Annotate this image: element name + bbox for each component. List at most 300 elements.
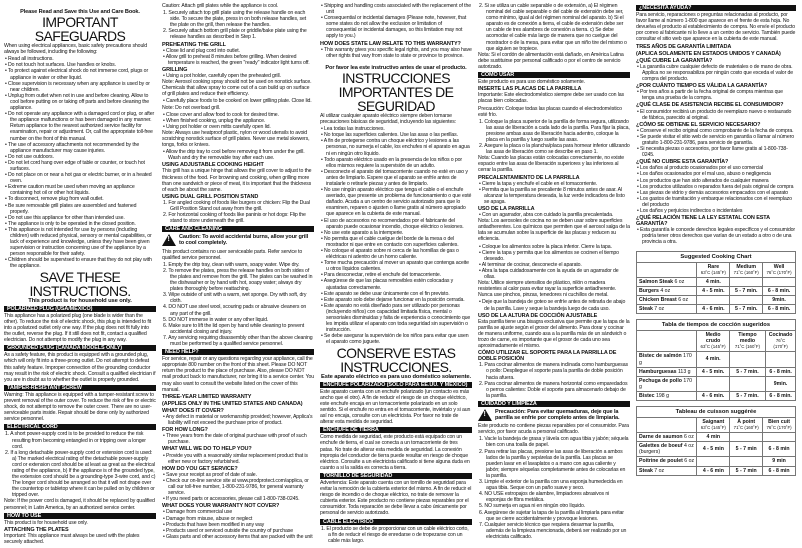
- paragraph: Nota: Cuando las placas están colocadas correctamente, no existe espacio entre las asas de liberación superiores y las inferiores al cerrar la parrilla.: [478, 155, 625, 174]
- food-name: Galettes de boeuf: [639, 443, 683, 450]
- food-cell: [637, 367, 697, 376]
- food-name: Hamburguesas: [639, 368, 677, 375]
- bullet-item: • Any defect in material or workmanship provided; however, Applica's liability will not exceed the purchase price of product.: [162, 414, 314, 426]
- paragraph: Para servicio, reparaciones o preguntas relacionadas al producto, por favor llame al número 1-800 que aparece en el frente de esta hoja. No devuelva el producto al establecimiento de compra. No envíe el producto por correo al fabricante ni lo lleve a un centro de servicio. También puede consultar el sitio web que aparece en la cubierta de este manual.: [636, 12, 796, 43]
- subheading: WHAT DOES IT COVER?: [162, 407, 224, 414]
- bullet-item: • Se debe asegurar la supervisión de los niños para evitar que usen el aparato como juguete.: [320, 333, 472, 345]
- cook-time: [729, 352, 765, 367]
- cook-time: 5 - 7 min.: [730, 286, 763, 295]
- table-row: [637, 295, 796, 304]
- cook-time: 4 - 5 min: [697, 442, 730, 457]
- section-title: CONSERVE ESTAS INSTRUCCIONES.: [336, 344, 456, 375]
- doneness-name: Bien cuit: [768, 418, 791, 425]
- subheading: ¿POR CUÁNTO TIEMPO ES VÁLIDA LA GARANTÍA?: [636, 83, 768, 90]
- food-quantity: 113 g: [677, 368, 691, 375]
- bullet-item: • When finished cooking, unplug the appliance.: [162, 118, 314, 124]
- section-banner: POLARIZED PLUG (USA/MEXICO): [4, 306, 156, 312]
- table-title: Suggested Cooking Chart: [637, 251, 796, 262]
- caution-text: Precaución: Para evitar quemaduras, deje que la parrilla se enfríe por completo antes de limpiarla.: [495, 409, 620, 422]
- cooking-chart-table: [636, 319, 796, 401]
- table-row: [637, 391, 796, 400]
- bullet-item: • Los daños al producto ocasionados por el uso comercial: [636, 165, 796, 171]
- food-quantity: 198 g: [656, 392, 670, 399]
- doneness-name: Rare: [707, 263, 720, 270]
- cook-time: [697, 376, 729, 391]
- food-name: Pechuga de pollo: [639, 377, 682, 384]
- cook-time: 5 - 7 min.: [729, 391, 765, 400]
- paragraph: Important: This appliance must always be used with the plates securely attached.: [4, 532, 140, 546]
- subheading: WHAT WILL WE DO TO HELP YOU?: [162, 446, 252, 453]
- table-row: [637, 286, 796, 295]
- paragraph: Advertencia: Este aparato cuenta con un tornillo de seguridad para evitar la remoción de la cubierta exterior del mismo. A fin de reducir el riesgo de incendio o de choque eléctrico, no trate de remover la cubierta exterior. Este producto no contiene piezas reparables por el consumidor. Toda reparación se debe llevar a cabo únicamente por personal de servicio autorizado.: [320, 480, 472, 517]
- cook-time: 6 - 8 min.: [763, 286, 796, 295]
- subheading: ¿QUÉ RELACIÓN TIENE LA LEY ESTATAL CON ESTA GARANTÍA?: [636, 215, 770, 228]
- paragraph: This product contains no user serviceable parts. Refer service to qualified service personnel.: [162, 248, 303, 261]
- table-row: [637, 466, 796, 475]
- bullet-item: • No use este aparato a la intemperie.: [320, 230, 472, 236]
- bullet-item: • Close supervision is necessary when any appliance is used by or near children.: [4, 81, 156, 93]
- food-quantity: 170 g: [639, 353, 692, 366]
- warning-triangle-icon: [478, 409, 492, 421]
- bullet-item: • Los productos que han sido alterados de cualquier manera: [636, 178, 796, 184]
- bullet-item: • Coloque los alimentos sobre la placa inferior. Cierre la tapa.: [478, 244, 630, 250]
- table-row: [637, 367, 796, 376]
- food-cell: [637, 457, 697, 466]
- numbered-item: 1. For angled cooking of foods like burgers or chicken: Flip the Dual Grill Position Stand out away from the grill.: [163, 199, 310, 212]
- bullet-item: • Se puede visitar el sitio web de servicio en garantía o llamar al número gratuito 1-800-231-9786, para servicio de garantía.: [636, 134, 796, 146]
- bullet-item: • This warranty gives you specific legal rights, and you may also have other rights that vary from state to state or province to province.: [320, 47, 472, 59]
- cooking-chart-table: [636, 406, 796, 476]
- bullet-item: • Esta garantía le concede derechos legales específicos y el consumidor podría tener otros derechos que varían de un estado a otro o de una provincia a otra.: [636, 227, 796, 245]
- section-banner: HOW TO USE: [4, 513, 156, 519]
- numbered-item: 2. For horizontal cooking of foods like paninis or hot dogs: Flip the stand to store underneath the grill.: [163, 212, 306, 225]
- bullet-item: • No toque las superficies calientes. Use las asas o las perillas.: [320, 132, 472, 138]
- food-name: Steak: [639, 467, 653, 474]
- caution-notice: [478, 409, 630, 421]
- bullet-item: • Las piezas de vidrio y demás accesorios empacados con el aparato: [636, 190, 796, 196]
- cook-time: 4 - 6 min.: [697, 305, 730, 314]
- header-blank: [637, 331, 697, 352]
- bullet-item: • Do not operate any appliance with a damaged cord or plug, or after the appliance malfunctions or has been damaged in any manner. Return appliance to the nearest authorized service facility for examination, repair or adjustment. Or, call the appropriate toll-free number on the front of this manual.: [4, 111, 156, 141]
- paragraph: For service, repair or any questions regarding your appliance, call the appropriate 800 number on the front of this sheet. Please DO NOT return the product to the place of purchase. Also, please DO NOT mail product back to manufacturer, nor bring it to a service center. You may also want to consult the website listed on the cover of this manual.: [162, 356, 314, 393]
- doneness-name: Medium: [736, 263, 756, 270]
- cook-time: 4 - 6 min: [697, 466, 730, 475]
- cook-time: 5 - 7 min.: [730, 305, 763, 314]
- doneness-temp: 63˚C (145˚F): [700, 269, 726, 275]
- numbered-item: 1. Para cocinar alimentos de manera inclinada como hamburguesas o pollo: Despliegue el soporte para la parrilla de doble posición hacia afuera.: [479, 362, 629, 381]
- bullet-item: • Carefully place foods to be cooked on lower grilling plate. Close lid.: [162, 98, 314, 104]
- table-row: [637, 433, 796, 442]
- bullet-item: • The appliance is only to be operated in the closed position.: [4, 221, 156, 227]
- cook-time: [763, 277, 796, 286]
- food-name: Salmon Steak: [639, 278, 674, 285]
- numbered-item: 2. Para retirar las placas, presione las asas de liberación a ambos lados de la parrilla y sepárelas de la parrilla. Las placas se pueden lavar en el lavaplatos o a mano con agua caliente y jabón; siempre séquelas completamente antes de colocarlas en la parrilla.: [479, 448, 626, 479]
- food-cell: [637, 277, 697, 286]
- bullet-item: • A fin de protegerse contra un choque eléctrico y lesiones a las personas, no sumerja el cable, los enchufes ni el aparato en agua ni en ningún otro líquido.: [320, 138, 472, 156]
- caution-text: Caution: To avoid accidental burns, allow your grill to cool completely.: [179, 234, 309, 247]
- bullet-item: • Los daños y perjuicios indirectos o incidentales: [636, 208, 796, 214]
- cook-time: 5 - 7 min: [730, 442, 763, 457]
- bullet-item: • Children should be supervised to ensure that they do not play with the appliance.: [4, 257, 156, 269]
- cook-time: 9 min: [763, 457, 796, 466]
- cook-time: 6 - 8 min.: [766, 367, 796, 376]
- doneness-name: Tiempo medio: [738, 332, 757, 345]
- doneness-temp: 71˚C (160˚F): [733, 425, 759, 431]
- doneness-header: [697, 331, 729, 352]
- food-cell: [637, 433, 697, 442]
- bullet-item: • Unplug from outlet when not in use and before cleaning. Allow to cool before putting on or taking off parts and before cleaning the appliance.: [4, 93, 156, 111]
- bullet-item: • This appliance is not intended for use by persons (including children) with reduced physical, sensory or mental capabilities, or lack of experience and knowledge, unless they have been given supervision or instruction concerning use of the appliance by a person responsible for their safety.: [4, 227, 156, 257]
- bullet-item: • Si necesita piezas o accesorios, por favor llame gratis al 1-800-738-0245.: [636, 146, 796, 158]
- bullet-item: • Los daños ocasionados por el mal uso, abuso o negligencia: [636, 171, 796, 177]
- doneness-header: [730, 417, 763, 432]
- bullet-item: • Save your receipt as proof of date of sale.: [162, 472, 314, 478]
- bullet-item: • Do not touch hot surfaces. Use handles or knobs.: [4, 62, 156, 68]
- bullet-item: • Do not use this appliance for other than intended use.: [4, 215, 156, 221]
- table-row: [637, 376, 796, 391]
- cook-time: 4 - 5 min.: [697, 286, 730, 295]
- cook-time: 5 - 7 min: [730, 466, 763, 475]
- numbered-item: 2. To remove the plates, press the release handles on both sides of the plates and remove from the grill. The plates can be washed in the dishwasher or by hand with hot, soapy water; always dry plates thoroughly before reattaching.: [163, 267, 313, 293]
- subheading: (APPLIES ONLY IN THE UNITED STATES AND CANADA): [162, 400, 303, 407]
- paragraph: Nota: Utilice siempre utensilios de plástico, nilón o madera resistentes al calor para evitar rayar la superficie antiadherente. Nunca use pinchos, pinzas, tenedores ni cuchillos de metal.: [478, 280, 617, 299]
- cook-time: [730, 277, 763, 286]
- doneness-temp: 71˚C (160˚F): [734, 344, 761, 350]
- bullet-item: • Permita que la parrilla se precaliente 8 minutos antes de asar. Al alcanzar la temperatura deseada, la luz verde indicadora de listo se apaga.: [478, 187, 630, 205]
- cook-time: [730, 433, 763, 442]
- cook-time: [766, 352, 796, 367]
- paragraph: Note: Always use heatproof plastic, nylon or wood utensils to avoid scratching nonstick surface of grill plates. Never use metal skewers, tongs, forks or knives.: [162, 129, 310, 149]
- subheading: CÓMO UTILIZAR EL SOPORTE PARA LA PARRILLA DE DOBLE POSICIÓN: [478, 350, 617, 363]
- bullet-item: • Por tres años a partir de la fecha original de compra mientras que tenga una prueba de la compra.: [636, 89, 796, 101]
- numbered-item: 3. Limpie el exterior de la parrilla con una esponja humedecida en agua tibia. Seque con un paño suave y seco.: [479, 479, 623, 492]
- food-name: Chicken Breast: [639, 296, 677, 303]
- section-banner: ¿NECESITA AYUDA?: [636, 5, 796, 11]
- subheading: ¿QUÉ CLASE DE ASISTENCIA RECIBE EL CONSUMIDOR?: [636, 102, 784, 109]
- bullet-item: • Close cover and allow food to cook for desired time.: [162, 112, 314, 118]
- text-flow-columns: [4, 3, 630, 545]
- numbered-item: 2. Securely attach bottom grill plate or griddle/bake plate using the release handles as described in Step 1.: [163, 28, 307, 41]
- subheading: PREHEATING THE GRILL: [162, 41, 226, 48]
- food-name: Bistec: [639, 392, 655, 399]
- bullet-item: • Do not use outdoors.: [4, 154, 156, 160]
- section-banner: GROUNDED PLUG (CANADA MODELS ONLY): [4, 345, 156, 351]
- food-cell: [637, 352, 697, 367]
- section-banner: TORNILLO DE SEGURIDAD: [320, 473, 472, 479]
- numbered-item: 1. Coloque la placa superior de la parrilla de forma segura, utilizando las asas de liberación a cada lado de la parrilla. Para fijar la placa, presione ambas asas de liberación hacia adentro, coloque la placa en la parrilla y luego suelte las asas.: [479, 118, 630, 143]
- doneness-header: [697, 262, 730, 277]
- numbered-item: 1. Empty the drip tray, clean with warm, soapy water. Wipe dry.: [163, 261, 300, 268]
- paragraph: Nota: Los aerosoles de cocina no se deben usar sobre superficies antiadherentes. Los químicos que permiten que el aerosol salga de la lata se acumulan sobre la superficie de las placas y reducen su eficiencia.: [478, 218, 630, 243]
- bullet-item: • Check our on-line service site at www.prodprotect.com/applica, or call our toll-free number, 1-800-231-9786, for general warranty service.: [162, 478, 314, 496]
- bullet-item: • Damage from commercial use: [162, 509, 314, 515]
- food-cell: [637, 391, 697, 400]
- doneness-header: [697, 417, 730, 432]
- numbered-item: 2. Si se utiliza un cable separable o de extensión, a) El régimen nominal del cable separable o del cable de extensión debe ser, como mínimo, igual al del régimen nominal del aparato. b) Si el aparato es de conexión a tierra, el cable de extensión debe ser un cable de tres alambres de conexión a tierra. c) Se debe acomodar el cable más largo de manera que no cuelgue del mostrador o de la mesa, para evitar que un niño tire del mismo o que alguien se tropiece.: [479, 3, 627, 52]
- paragraph: Este producto es para uso doméstico solamente.: [478, 79, 585, 86]
- section-title: IMPORTANT SAFEGUARDS: [34, 14, 126, 45]
- numbered-item: 6. Asegúrese de sujetar la tapa de la parrilla al limpiarla para evitar que se cierre accidentalmente y provoque lesiones.: [479, 509, 624, 522]
- doneness-name: Medio crudo: [705, 332, 721, 345]
- bullet-item: • Close lid and plug cord into outlet.: [162, 48, 314, 54]
- bullet-item: • Consequential or incidental damages (Please note, however, that some states do not allow the exclusion or limitation of consequential or incidental damages, so this limitation may not apply to you.): [320, 15, 472, 39]
- cook-time: 9min.: [766, 376, 796, 391]
- warranty-and-cooking-charts-column: [636, 3, 796, 476]
- numbered-item: 7. Cualquier servicio técnico que requiera desarmar la parrilla, además de la limpieza mencionada, deberá ser realizado por un electricista calificado.: [479, 521, 627, 540]
- paragraph: Este producto no contiene piezas reparables por el consumidor. Para servicio, por favor acuda a personal calificado.: [478, 423, 629, 436]
- doneness-header: [766, 331, 796, 352]
- bullet-item: • Cierre la tapa y permita que los alimentos se cocinen el tiempo deseado.: [478, 250, 630, 262]
- food-cell: [637, 376, 697, 391]
- bullet-item: • Tome mucha precaución al mover un aparato que contenga aceite u otros líquidos calientes.: [320, 260, 472, 272]
- bullet-item: • The use of accessory attachments not recommended by the appliance manufacturer may cause injuries.: [4, 142, 156, 154]
- subheading: FOR HOW LONG?: [162, 427, 208, 434]
- paragraph: Nota: Si el cordón de alimentación está dañado, en América Latina debe sustituirse por personal calificado o por el centro de servicio autorizado.: [478, 51, 624, 70]
- section-banner: ENCHUFE POLARIZADO (SÓLO PARA EE.UU. Y MÉXICO): [320, 382, 472, 388]
- bullet-item: • Los productos utilizados o reparados fuera del país original de compra: [636, 184, 796, 190]
- bullet-item: • Do not place on or near a hot gas or electric burner, or in a heated oven.: [4, 172, 156, 184]
- cook-time: [697, 295, 730, 304]
- bullet-item: • Extreme caution must be used when moving an appliance containing hot oil or other hot liquids.: [4, 184, 156, 196]
- food-quantity: 6 oz: [678, 296, 689, 303]
- food-name: Poitrine de poulet: [639, 458, 683, 465]
- section-banner: CUIDADO Y LIMPIEZA: [478, 401, 630, 407]
- table-row: [637, 442, 796, 457]
- bullet-item: • To protect against electrical shock do not immerse cord, plugs or appliance in water or other liquid.: [4, 68, 156, 80]
- bullet-item: • Deje que la bandeja de goteo se enfríe antes de retirarla de abajo de la parrilla. Lave y seque la bandeja luego de cada uso.: [478, 299, 630, 311]
- bullet-item: • Provide you with a reasonably similar replacement product that is either new or factory refurbished.: [162, 453, 314, 465]
- cook-time: 4 - 5 min.: [697, 367, 729, 376]
- paragraph: Este aparato cuenta con un enchufe polarizado (un contacto es más ancho que el otro). A fin de reducir el riesgo de un choque eléctrico, este enchufe encaja en un tomacorriente polarizado en un solo sentido. Si el enchufe no entra en el tomacorriente, inviértalo y si aun así no encaja, consulte con un electricista. Por favor no trate de alterar esta medida de seguridad.: [320, 388, 471, 426]
- bullet-item: • No permita que el cable cuelgue del borde de la mesa o del mostrador ni que entre en contacto con superficies calientes.: [320, 236, 472, 248]
- bullet-item: • No coloque el aparato sobre ni cerca de las hornillas de gas o eléctricas ni adentro de un horno caliente.: [320, 248, 472, 260]
- cooking-chart-table: [636, 251, 796, 315]
- paragraph: Note: Aerosol cooking spray should not be used on nonstick surface. Chemicals that allow spray to come out of a can build up on surface of grill plates and reduce their efficiency.: [162, 79, 312, 98]
- food-name: Steak: [639, 306, 653, 313]
- bullet-item: • No use ningún aparato eléctrico que tenga el cable o el enchufe averiado, que presente un problema de funcionamiento o que esté dañado. Acuda a un centro de servicio autorizado para que lo examinen, reparen o ajusten o llame gratis al número apropiado que aparece en la cubierta de este manual.: [320, 187, 472, 217]
- subheading: TRES AÑOS DE GARANTÍA LIMITADA: [636, 43, 732, 50]
- subheading: PRECALENTAMIENTO DE LA PARRILLA: [478, 174, 580, 181]
- section-banner: COMO USAR: [478, 72, 630, 78]
- bullet-item: • Lea todas las instrucciones.: [320, 126, 472, 132]
- table-row: [637, 352, 796, 367]
- numbered-item: 1. El producto se debe de proporcionar con un cable eléctrico corto, a fin de reducir el riesgo de enredarse o de tropezarse con un cable más largo.: [321, 525, 469, 544]
- cook-time: 6 - 8 min: [763, 466, 796, 475]
- numbered-item: 2. Asegure la placa o la plancha/placa para hornear inferior utilizando las asas de liberación como se describe en paso 1.: [479, 143, 630, 156]
- paragraph: Note: If the power cord is damaged, it should be replaced by qualified personnel; in Latin America, by an authorized service center.: [4, 498, 155, 511]
- cook-time: 6 - 8 min.: [766, 391, 796, 400]
- food-cell: [637, 305, 697, 314]
- doneness-header: [763, 262, 796, 277]
- doneness-header: [763, 417, 796, 432]
- subheading: ¿QUÉ NO CUBRE ESTA GARANTÍA?: [636, 159, 729, 166]
- food-name: Burgers: [639, 287, 659, 294]
- cook-time: 4 - 6 min.: [697, 391, 729, 400]
- cook-time: 9min.: [763, 295, 796, 304]
- bullet-item: • Allow grill to preheat 8 minutes before grilling. When desired temperature is reached, the green "ready" indicator light turns off.: [162, 54, 314, 66]
- paragraph: This appliance has a polarized plug (one blade is wider than the other). To reduce the risk of electric shock, this plug is intended to fit into a polarized outlet only one way. If the plug does not fit fully into the outlet, reverse the plug. If it still does not fit, contact a qualified electrician. Do not attempt to modify the plug in any way.: [4, 312, 152, 344]
- doneness-name: Cocinado: [768, 332, 793, 339]
- bullet-item: • Cierre la tapa y enchufe el cable en el tomacorriente.: [478, 181, 630, 187]
- cook-time: 4 min: [697, 433, 730, 442]
- cook-time: [763, 433, 796, 442]
- bullet-item: • Con un agarrador, abra con cuidado la parrilla precalentada.: [478, 212, 630, 218]
- bullet-item: • Damage from misuse, abuse or neglect: [162, 516, 314, 522]
- bullet-item: • El consumidor recibirá un producto de reemplazo nuevo o restaurado de fábrica, parecido al original.: [636, 109, 796, 121]
- subheading: THREE-YEAR LIMITED WARRANTY: [162, 393, 252, 400]
- bullet-item: • El uso de accesorios no recomendados por el fabricante del aparato puede ocasionar incendio, choque eléctrico o lesiones.: [320, 218, 472, 230]
- doneness-temp: 71˚C (160˚F): [733, 269, 759, 275]
- paragraph: Importante: Este electrodoméstico siempre debe ser usado con las placas bien colocadas.: [478, 92, 625, 105]
- paragraph: Warning: This appliance is equipped with a tamper-resistant screw to prevent removal of the outer cover. To reduce the risk of fire or electric shock, do not attempt to remove the outer cover. There are no user-serviceable parts inside. Repair should be done only by authorized service personnel.: [4, 391, 156, 423]
- paragraph: This grill has a unique hinge that allows the grill cover to adjust to the thickness of the food. For browning and cooking, when grilling more than one sandwich or piece of meat, it is important that the thickness of each be about the same.: [162, 168, 312, 193]
- header-blank: [637, 262, 697, 277]
- bullet-item: • Be sure removable grill plates are assembled and fastened properly.: [4, 203, 156, 215]
- bullet-item: • Para desconectar, retire el enchufe del tomacorriente.: [320, 272, 472, 278]
- numbered-item: 3. Wipe outside of unit with a warm, wet sponge. Dry with soft, dry cloth.: [163, 292, 307, 305]
- cook-time: 6 - 8 min: [763, 442, 796, 457]
- bullet-item: • Using a pot holder, carefully open the preheated grill.: [162, 73, 314, 79]
- bullet-item: • La garantía cubre cualquier defecto de materiales o de mano de obra. Applica no se responsabiliza por ningún costo que exceda el valor de compra del producto.: [636, 64, 796, 82]
- bullet-item: • Asegúrese de que las placas removibles estén colocadas y ajustadas correctamente.: [320, 278, 472, 290]
- warning-triangle-icon: [162, 234, 176, 246]
- bullet-item: • Do not let cord hang over edge of table or counter, or touch hot surfaces.: [4, 160, 156, 172]
- subheading: USING DUAL GRILL POSITION STAND: [162, 193, 259, 200]
- doneness-temp: 76˚C (170˚F): [766, 269, 792, 275]
- subheading: ¿CÓMO SE OBTIENE EL SERVICIO NECESARIO?: [636, 121, 761, 128]
- doneness-temp: 63˚C (145˚F): [700, 425, 726, 431]
- bullet-item: • Desconecte el aparato del tomacorriente cuando no esté en uso y antes de limpiarlo. Espere que el aparato se enfríe antes de instalarle o retirarle piezas y antes de limpiarlo.: [320, 169, 472, 187]
- cook-time: [729, 376, 765, 391]
- food-quantity: 4 oz: [660, 287, 671, 294]
- subheading: GRILLING: [162, 66, 188, 73]
- doneness-temp: 76˚C (170˚F): [766, 425, 792, 431]
- bullet-item: • Todo aparato eléctrico usado en la presencia de los niños o por ellos mismos requiere la supervisión de un adulto.: [320, 157, 472, 169]
- food-name: Bistec de salmón: [639, 353, 682, 360]
- food-quantity: 170 g: [639, 377, 693, 390]
- subheading: USO DE LA PARRILLA: [478, 206, 535, 212]
- doneness-name: Saignant: [702, 418, 725, 425]
- food-cell: [637, 442, 697, 457]
- caution-notice: [162, 234, 314, 246]
- table-title: Tabla de tiempos de cocción sugeridos: [637, 320, 796, 331]
- table-row: [637, 277, 796, 286]
- bullet-item: • To disconnect, remove plug from wall outlet.: [4, 196, 156, 202]
- food-quantity: 7 oz: [654, 467, 665, 474]
- bullet-item: • Using pot holder or oven mitts carefully open lid.: [162, 124, 314, 130]
- bullet-item: • Allow the drip tray to cool before removing it from under the grill. Wash and dry the removable tray after each use.: [162, 149, 314, 161]
- section-banner: CARE AND CLEANING: [162, 226, 314, 232]
- bullet-item: • Este aparato solo debe dejarse funcionar en la posición cerrada.: [320, 297, 472, 303]
- section-banner: TAMPER-RESISTANT SCREW: [4, 385, 156, 391]
- food-quantity: 6 oz: [684, 458, 695, 465]
- section-subtitle: Este aparato eléctrico es para uso doméstico solamente.: [321, 373, 471, 380]
- section-banner: ELECTRICAL CORD: [4, 424, 156, 430]
- paragraph: Precaución: Coloque todas las placas cuando el electrodoméstico esté frío.: [478, 105, 622, 118]
- cook-time: [730, 457, 763, 466]
- header-blank: [637, 417, 697, 432]
- bullet-item: • Conserve el recibo original como comprobante de la fecha de compra.: [636, 128, 796, 134]
- section-banner: NEED HELP?: [162, 349, 314, 355]
- bullet-item: • Three years from the date of original purchase with proof of such purchase.: [162, 433, 314, 445]
- bullet-item: • Los gastos de tramitación y embarque relacionados con el reemplazo del producto: [636, 196, 796, 208]
- cooking-tables: [636, 251, 796, 476]
- bullet-item: • Products used or serviced outside the country of purchase: [162, 528, 314, 534]
- paragraph: Caution: Attach grill plates while the appliance is cool.: [162, 3, 279, 9]
- kicker-text: Please Read and Save this Use and Care Book.: [20, 9, 140, 15]
- paragraph: Note: Do not overload grill.: [162, 104, 221, 111]
- numbered-item: 2. If a long detachable power-supply cord or extension cord is used: a) The marked electrical rating of the detachable power-supply cord or extension cord should be at least as great as the electrical rating of the appliance, b) If the appliance is of the grounded type, the extension cord should be a grounding-type 3-wire cord, and c) The longer cord should be arranged so that it will not drape over the countertop or tabletop where it can be pulled on by children or tripped over.: [5, 449, 156, 499]
- paragraph: Al utilizar cualquier aparato eléctrico siempre deben tomarse precauciones básicas de seguridad, incluyendo las siguientes:: [320, 112, 457, 126]
- kicker-text: Por favor lea este instructivo antes de usar el producto.: [325, 64, 467, 71]
- food-quantity: 6 oz: [683, 434, 694, 441]
- table-title: Tableau de cuisson suggérée: [637, 406, 796, 417]
- section-title: SAVE THESE INSTRUCTIONS.: [29, 268, 131, 299]
- food-quantity: 6 oz: [674, 278, 685, 285]
- subheading: USING ADJUSTABLE COOKING HEIGHT: [162, 162, 264, 169]
- section-banner: ENCHUFE DE TIERRA: [320, 427, 472, 433]
- paragraph: When using electrical appliances, basic safety precautions should always be followed, including the following:: [4, 43, 148, 56]
- section-subtitle: This product is for household use only.: [28, 297, 132, 304]
- section-banner: CABLE ELÉCTRICO: [320, 519, 472, 525]
- food-name: Darne de saumon: [639, 434, 683, 441]
- bullet-item: • Este aparato no está diseñado para ser utilizado por personas (incluyendo niños) con capacidad limitada física, mental o sensoriales disminuidas y falta de experiencia o conocimiento que les impida utilizar el aparato con toda seguridad sin supervisión o instrucción.: [320, 303, 472, 333]
- numbered-item: 5. NO sumerja en agua ni en ningún otro líquido.: [479, 503, 586, 510]
- numbered-item: 6. Make sure to lift the lid open by hand while cleaning to prevent accidental closing and injury.: [163, 322, 305, 335]
- cook-time: 5 - 7 min.: [729, 367, 765, 376]
- cook-time: [697, 457, 730, 466]
- doneness-temp: 63˚C (145˚F): [700, 344, 726, 350]
- bullet-item: • Al terminar de cocinar, desconecte el aparato.: [478, 262, 630, 268]
- food-cell: [637, 295, 697, 304]
- paragraph: Esta parrilla tiene una bisagra exclusiva que permite que la tapa de la parrilla se ajuste según el grosor del alimento. Para dorar y cocinar de manera uniforme, cuando asa a la parrilla más de un sándwich o trozo de carne, es importante que el grosor de cada uno sea aproximadamente el mismo.: [478, 318, 630, 350]
- subheading: USO DE LA ALTURA DE COCCIÓN AJUSTABLE: [478, 312, 598, 319]
- food-quantity: 7 oz: [654, 306, 665, 313]
- spanish-warranty-text: [636, 5, 796, 246]
- paragraph: Como medida de seguridad, este producto está equipado con un enchufe de tierra, el cual se conecta a un tomacorriente de tres patas. No trate de alterar esta medida de seguridad. La conexión impropia del conductor de tierra puede resultar en riesgo de choque eléctrico. Consulte a un electricista calificado si tiene alguna duda en cuanto a si la salida es correcta a tierra.: [320, 434, 470, 471]
- bullet-item: • Products that have been modified in any way: [162, 522, 314, 528]
- numbered-item: 4. DO NOT use steel wool, scouring pads or abrasive cleaners on any part of the grill.: [163, 304, 307, 317]
- table-row: [637, 305, 796, 314]
- table-row: [637, 457, 796, 466]
- subheading: WHAT DOES YOUR WARRANTY NOT COVER?: [162, 503, 280, 510]
- cook-time: 4 min.: [697, 352, 729, 367]
- paragraph: This product is for household use only.: [4, 519, 88, 526]
- subheading: INSERTE LAS PLACAS DE LA PARRILLA: [478, 86, 582, 93]
- subheading: ¿QUÉ CUBRE LA GARANTÍA?: [636, 57, 713, 64]
- doneness-temp: 76˚C (170˚F): [773, 338, 788, 350]
- bullet-item: • Read all instructions.: [4, 56, 156, 62]
- cook-time: 4 min.: [697, 277, 730, 286]
- bullet-item: • Este aparato se debe usar únicamente con el fin previsto.: [320, 291, 472, 297]
- bullet-item: • Abra la tapa cuidadosamente con la ayuda de un agarrador de ollas.: [478, 268, 630, 280]
- subheading: HOW DOES STATE LAW RELATE TO THIS WARRANTY?: [320, 40, 461, 47]
- cook-time: 6 - 8 min.: [763, 305, 796, 314]
- doneness-name: À point: [737, 418, 756, 425]
- food-cell: [637, 286, 697, 295]
- numbered-item: 1. Securely attach top grill plate using the release handle on each side. To secure the plate, press in on both release handles, set the plate on the grill, then release the handles.: [163, 10, 307, 29]
- section-title: INSTRUCCIONES IMPORTANTES DE SEGURIDAD: [338, 69, 454, 114]
- subheading: ATTACHING THE PLATES: [4, 526, 69, 533]
- paragraph: As a safety feature, this product is equipped with a grounded plug, which will only fit into a three-prong outlet. Do not attempt to defeat this safety feature. Improper connection of the grounding conductor may result in the risk of electric shock. Consult a qualified electrician if you are in doubt as to whether the outlet is properly grounded.: [4, 352, 156, 383]
- numbered-item: 1. Vacíe la bandeja de grasa y lávela con agua tibia y jabón; séquela bien con una toalla de papel.: [479, 436, 629, 449]
- cook-time: [730, 295, 763, 304]
- subheading: HOW DO YOU GET SERVICE?: [162, 465, 238, 472]
- numbered-item: 7. Any servicing requiring disassembly other than the above cleaning must be performed by a qualified service personnel.: [163, 334, 313, 347]
- numbered-item: 2. Para cocinar alimentos de manera horizontal como emparedados o perros calientes: Doble el soporte para almacenarlo debajo de la parrilla.: [479, 380, 628, 399]
- food-cell: [637, 466, 697, 475]
- numbered-item: 4. NO USE estropajos de alambre, limpiadores abrasivos ni esponjas de fibra metálica.: [479, 491, 610, 504]
